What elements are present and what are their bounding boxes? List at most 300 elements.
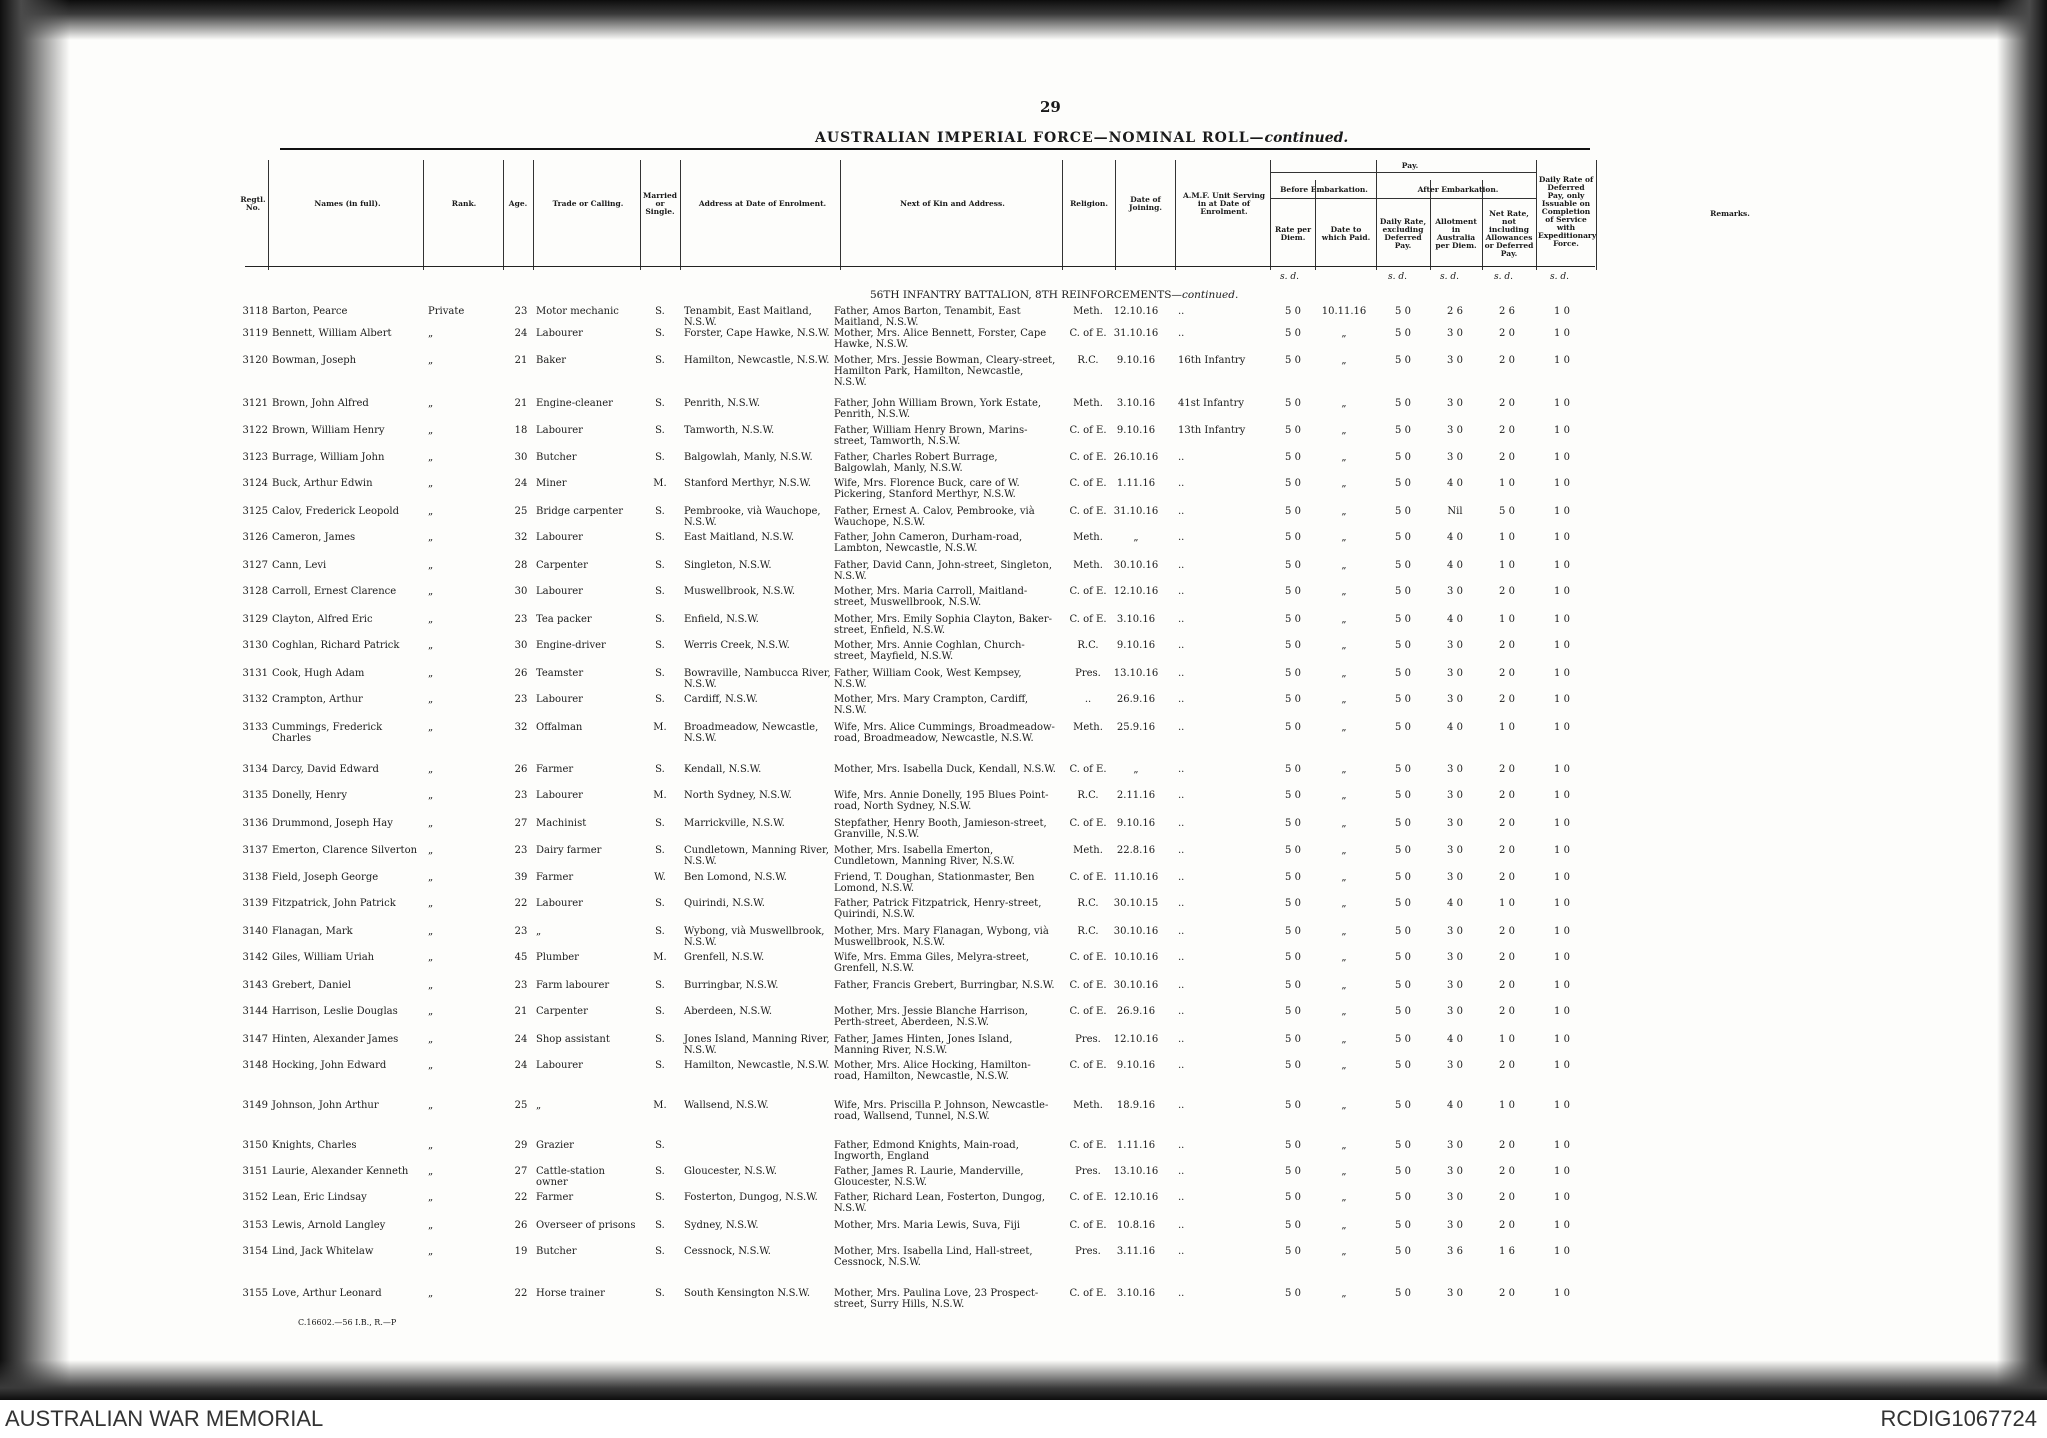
daily-rate: 5 0: [1395, 640, 1411, 651]
column-divider: [1062, 160, 1063, 270]
marital-status: S.: [655, 306, 665, 317]
marital-status: M.: [653, 722, 667, 733]
rank: „: [428, 506, 434, 517]
header-next-of-kin: Next of Kin and Address.: [900, 199, 1005, 208]
trade: Labourer: [536, 790, 583, 801]
next-of-kin: Wife, Mrs. Annie Donelly, 195 Blues Point-road, North Sydney, N.S.W.: [834, 790, 1049, 812]
next-of-kin: Father, John Cameron, Durham-road, Lambton, Newcastle, N.S.W.: [834, 532, 1023, 554]
trade: Farmer: [536, 872, 574, 883]
enrolment-address: Grenfell, N.S.W.: [684, 952, 765, 963]
rank: „: [428, 818, 434, 829]
allotment: 3 0: [1447, 1006, 1463, 1017]
trade: Dairy farmer: [536, 845, 602, 856]
trade: Cattle-station owner: [536, 1166, 605, 1188]
allotment: 4 0: [1447, 560, 1463, 571]
amf-unit: ..: [1178, 1246, 1185, 1257]
deferred-pay: 1 0: [1554, 532, 1570, 543]
rank: „: [428, 926, 434, 937]
daily-rate: 5 0: [1395, 355, 1411, 366]
age: 24: [514, 1034, 528, 1045]
trade: Labourer: [536, 425, 583, 436]
marital-status: S.: [655, 818, 665, 829]
rank: „: [428, 1220, 434, 1231]
deferred-pay: 1 0: [1554, 614, 1570, 625]
page-title: [815, 130, 1348, 146]
soldier-name: Flanagan, Mark: [272, 926, 353, 937]
regtl-no: 3120: [242, 355, 268, 366]
soldier-name: Hocking, John Edward: [272, 1060, 387, 1071]
religion: C. of E.: [1069, 1288, 1107, 1299]
net-rate: 2 0: [1499, 764, 1515, 775]
trade: Carpenter: [536, 560, 588, 571]
rank: „: [428, 980, 434, 991]
next-of-kin: Father, Richard Lean, Fosterton, Dungog, N.S.W.: [834, 1192, 1046, 1214]
regtl-no: 3142: [242, 952, 268, 963]
rank: „: [428, 1140, 434, 1151]
soldier-name: Donelly, Henry: [272, 790, 347, 801]
net-rate: 2 0: [1499, 1192, 1515, 1203]
deferred-pay: 1 0: [1554, 478, 1570, 489]
date-of-joining: 30.10.16: [1113, 926, 1159, 937]
net-rate: 2 0: [1499, 425, 1515, 436]
enrolment-address: Werris Creek, N.S.W.: [684, 640, 790, 651]
religion: C. of E.: [1069, 328, 1107, 339]
allotment: 3 0: [1447, 586, 1463, 597]
date-paid: „: [1341, 640, 1347, 651]
age: 30: [514, 452, 528, 463]
section-heading: [870, 289, 1238, 301]
allotment: 4 0: [1447, 722, 1463, 733]
column-divider: [1115, 160, 1116, 270]
regtl-no: 3151: [242, 1166, 268, 1177]
next-of-kin: Mother, Mrs. Paulina Love, 23 Prospect-street, Surry Hills, N.S.W.: [834, 1288, 1039, 1310]
date-paid: „: [1341, 1034, 1347, 1045]
rate-per-diem: 5 0: [1285, 425, 1301, 436]
date-paid: „: [1341, 328, 1347, 339]
enrolment-address: Stanford Merthyr, N.S.W.: [684, 478, 812, 489]
date-paid: „: [1341, 1140, 1347, 1151]
divider: [245, 266, 1595, 267]
marital-status: S.: [655, 1288, 665, 1299]
regtl-no: 3124: [242, 478, 268, 489]
soldier-name: Hinten, Alexander James: [272, 1034, 399, 1045]
rank: „: [428, 328, 434, 339]
daily-rate: 5 0: [1395, 1246, 1411, 1257]
regtl-no: 3148: [242, 1060, 268, 1071]
net-rate: 1 0: [1499, 1034, 1515, 1045]
date-of-joining: 1.11.16: [1116, 1140, 1156, 1151]
amf-unit: ..: [1178, 952, 1185, 963]
allotment: 3 0: [1447, 1288, 1463, 1299]
amf-unit: ..: [1178, 1034, 1185, 1045]
rate-per-diem: 5 0: [1285, 452, 1301, 463]
marital-status: S.: [655, 1006, 665, 1017]
soldier-name: Cook, Hugh Adam: [272, 668, 365, 679]
allotment: Nil: [1447, 506, 1463, 517]
religion: Meth.: [1073, 398, 1103, 409]
rank: „: [428, 790, 434, 801]
deferred-pay: 1 0: [1554, 355, 1570, 366]
net-rate: 1 0: [1499, 532, 1515, 543]
enrolment-address: Kendall, N.S.W.: [684, 764, 762, 775]
net-rate: 2 0: [1499, 355, 1515, 366]
allotment: 3 0: [1447, 790, 1463, 801]
allotment: 3 0: [1447, 952, 1463, 963]
age: 24: [514, 478, 528, 489]
net-rate: 1 0: [1499, 614, 1515, 625]
religion: C. of E.: [1069, 614, 1107, 625]
religion: C. of E.: [1069, 980, 1107, 991]
date-of-joining: 30.10.15: [1113, 898, 1159, 909]
enrolment-address: Burringbar, N.S.W.: [684, 980, 779, 991]
next-of-kin: Wife, Mrs. Emma Giles, Melyra-street, Grenfell, N.S.W.: [834, 952, 1030, 974]
unit-label: s. d.: [1550, 272, 1569, 282]
age: 26: [514, 1220, 528, 1231]
allotment: 3 0: [1447, 1166, 1463, 1177]
rate-per-diem: 5 0: [1285, 1288, 1301, 1299]
date-of-joining: 22.8.16: [1116, 845, 1156, 856]
deferred-pay: 1 0: [1554, 764, 1570, 775]
rank: „: [428, 452, 434, 463]
age: 21: [514, 355, 528, 366]
amf-unit: ..: [1178, 980, 1185, 991]
daily-rate: 5 0: [1395, 560, 1411, 571]
regtl-no: 3119: [242, 328, 268, 339]
marital-status: M.: [653, 478, 667, 489]
trade: Farmer: [536, 764, 574, 775]
enrolment-address: North Sydney, N.S.W.: [684, 790, 792, 801]
date-of-joining: 9.10.16: [1116, 640, 1156, 651]
religion: R.C.: [1077, 926, 1099, 937]
amf-unit: ..: [1178, 478, 1185, 489]
title-suffix: continued.: [1264, 130, 1349, 146]
enrolment-address: Ben Lomond, N.S.W.: [684, 872, 787, 883]
next-of-kin: Mother, Mrs. Mary Flanagan, Wybong, vià Muswellbrook, N.S.W.: [834, 926, 1049, 948]
trade: Labourer: [536, 1060, 583, 1071]
regtl-no: 3155: [242, 1288, 268, 1299]
next-of-kin: Father, James R. Laurie, Manderville, Gloucester, N.S.W.: [834, 1166, 1024, 1188]
regtl-no: 3143: [242, 980, 268, 991]
header-name: Names (in full).: [314, 199, 381, 208]
regtl-no: 3152: [242, 1192, 268, 1203]
marital-status: S.: [655, 355, 665, 366]
net-rate: 2 0: [1499, 926, 1515, 937]
trade: Tea packer: [536, 614, 592, 625]
amf-unit: ..: [1178, 1060, 1185, 1071]
marital-status: S.: [655, 1220, 665, 1231]
header-rank: Rank.: [451, 199, 477, 208]
net-rate: 2 0: [1499, 790, 1515, 801]
age: 23: [514, 845, 528, 856]
daily-rate: 5 0: [1395, 398, 1411, 409]
date-of-joining: 3.10.16: [1116, 398, 1156, 409]
date-paid: „: [1341, 694, 1347, 705]
date-paid: „: [1341, 586, 1347, 597]
soldier-name: Drummond, Joseph Hay: [272, 818, 393, 829]
enrolment-address: Aberdeen, N.S.W.: [684, 1006, 773, 1017]
regtl-no: 3132: [242, 694, 268, 705]
enrolment-address: Wybong, vià Muswellbrook, N.S.W.: [684, 926, 825, 948]
daily-rate: 5 0: [1395, 722, 1411, 733]
allotment: 3 0: [1447, 872, 1463, 883]
rank: „: [428, 560, 434, 571]
rank: „: [428, 398, 434, 409]
header-married: Married or Single.: [643, 191, 677, 216]
regtl-no: 3127: [242, 560, 268, 571]
enrolment-address: Bowraville, Nambucca River, N.S.W.: [684, 668, 831, 690]
net-rate: 2 0: [1499, 398, 1515, 409]
next-of-kin: Wife, Mrs. Florence Buck, care of W. Pickering, Stanford Merthyr, N.S.W.: [834, 478, 1020, 500]
net-rate: 2 0: [1499, 694, 1515, 705]
rate-per-diem: 5 0: [1285, 980, 1301, 991]
rate-per-diem: 5 0: [1285, 872, 1301, 883]
religion: C. of E.: [1069, 1220, 1107, 1231]
rate-per-diem: 5 0: [1285, 614, 1301, 625]
allotment: 4 0: [1447, 1100, 1463, 1111]
marital-status: S.: [655, 1060, 665, 1071]
next-of-kin: Wife, Mrs. Alice Cummings, Broadmeadow-road, Broadmeadow, Newcastle, N.S.W.: [834, 722, 1055, 744]
amf-unit: ..: [1178, 722, 1185, 733]
net-rate: 1 0: [1499, 560, 1515, 571]
rate-per-diem: 5 0: [1285, 355, 1301, 366]
deferred-pay: 1 0: [1554, 722, 1570, 733]
rank: „: [428, 532, 434, 543]
trade: Bridge carpenter: [536, 506, 624, 517]
regtl-no: 3125: [242, 506, 268, 517]
allotment: 2 6: [1447, 306, 1463, 317]
daily-rate: 5 0: [1395, 980, 1411, 991]
header-daily-rate: Daily Rate, excluding Deferred Pay.: [1379, 217, 1427, 250]
marital-status: M.: [653, 1100, 667, 1111]
enrolment-address: Quirindi, N.S.W.: [684, 898, 765, 909]
deferred-pay: 1 0: [1554, 398, 1570, 409]
date-paid: „: [1341, 764, 1347, 775]
date-paid: „: [1341, 1060, 1347, 1071]
religion: Meth.: [1073, 1100, 1103, 1111]
marital-status: M.: [653, 952, 667, 963]
deferred-pay: 1 0: [1554, 872, 1570, 883]
amf-unit: ..: [1178, 586, 1185, 597]
trade: Carpenter: [536, 1006, 588, 1017]
marital-status: S.: [655, 398, 665, 409]
print-code: C.16602.—56 I.B., R.—P: [298, 1318, 397, 1327]
date-paid: „: [1341, 1100, 1347, 1111]
date-of-joining: 26.9.16: [1116, 694, 1156, 705]
enrolment-address: Tamworth, N.S.W.: [684, 425, 775, 436]
deferred-pay: 1 0: [1554, 1034, 1570, 1045]
date-of-joining: 9.10.16: [1116, 425, 1156, 436]
header-religion: Religion.: [1070, 199, 1108, 208]
deferred-pay: 1 0: [1554, 1060, 1570, 1071]
trade: Shop assistant: [536, 1034, 610, 1045]
section-heading-text: 56TH INFANTRY BATTALION, 8TH REINFORCEMENTS—: [870, 289, 1182, 301]
net-rate: 1 0: [1499, 898, 1515, 909]
rate-per-diem: 5 0: [1285, 1166, 1301, 1177]
deferred-pay: 1 0: [1554, 640, 1570, 651]
allotment: 3 0: [1447, 926, 1463, 937]
next-of-kin: Mother, Mrs. Jessie Blanche Harrison, Perth-street, Aberdeen, N.S.W.: [834, 1006, 1028, 1028]
regtl-no: 3147: [242, 1034, 268, 1045]
rate-per-diem: 5 0: [1285, 845, 1301, 856]
deferred-pay: 1 0: [1554, 452, 1570, 463]
enrolment-address: Cessnock, N.S.W.: [684, 1246, 771, 1257]
allotment: 3 0: [1447, 452, 1463, 463]
religion: C. of E.: [1069, 818, 1107, 829]
marital-status: S.: [655, 694, 665, 705]
next-of-kin: Mother, Mrs. Jessie Bowman, Cleary-street, Hamilton Park, Hamilton, Newcastle, N.S.W.: [834, 355, 1056, 388]
archive-id: RCDIG1067724: [1880, 1406, 2037, 1431]
date-paid: „: [1341, 425, 1347, 436]
deferred-pay: 1 0: [1554, 898, 1570, 909]
daily-rate: 5 0: [1395, 790, 1411, 801]
date-of-joining: 12.10.16: [1113, 1034, 1159, 1045]
allotment: 3 0: [1447, 668, 1463, 679]
age: 24: [514, 1060, 528, 1071]
date-paid: „: [1341, 1288, 1347, 1299]
religion: R.C.: [1077, 640, 1099, 651]
scan-edge: [0, 0, 70, 1400]
deferred-pay: 1 0: [1554, 1100, 1570, 1111]
regtl-no: 3134: [242, 764, 268, 775]
allotment: 4 0: [1447, 898, 1463, 909]
scan-edge: [1997, 0, 2047, 1400]
section-heading-suffix: continued.: [1181, 289, 1239, 301]
date-paid: „: [1341, 790, 1347, 801]
enrolment-address: Marrickville, N.S.W.: [684, 818, 785, 829]
date-paid: „: [1341, 1192, 1347, 1203]
next-of-kin: Mother, Mrs. Maria Carroll, Maitland-street, Muswellbrook, N.S.W.: [834, 586, 1028, 608]
regtl-no: 3138: [242, 872, 268, 883]
rank: „: [428, 898, 434, 909]
enrolment-address: Cundletown, Manning River, N.S.W.: [684, 845, 829, 867]
date-of-joining: 30.10.16: [1113, 980, 1159, 991]
religion: Pres.: [1075, 1034, 1101, 1045]
enrolment-address: Sydney, N.S.W.: [684, 1220, 759, 1231]
allotment: 4 0: [1447, 1034, 1463, 1045]
date-paid: 10.11.16: [1321, 306, 1367, 317]
column-divider: [1270, 160, 1271, 270]
enrolment-address: East Maitland, N.S.W.: [684, 532, 795, 543]
age: 25: [514, 1100, 528, 1111]
age: 22: [514, 1192, 528, 1203]
age: 23: [514, 694, 528, 705]
header-age: Age.: [508, 199, 528, 208]
allotment: 3 0: [1447, 764, 1463, 775]
enrolment-address: Jones Island, Manning River, N.S.W.: [684, 1034, 830, 1056]
net-rate: 5 0: [1499, 506, 1515, 517]
amf-unit: ..: [1178, 640, 1185, 651]
header-allotment: Allotment in Australia per Diem.: [1435, 217, 1477, 250]
amf-unit: ..: [1178, 668, 1185, 679]
regtl-no: 3135: [242, 790, 268, 801]
net-rate: 1 6: [1499, 1246, 1515, 1257]
unit-label: s. d.: [1494, 272, 1513, 282]
date-paid: „: [1341, 614, 1347, 625]
religion: Meth.: [1073, 532, 1103, 543]
archive-footer: [0, 1400, 2047, 1438]
rank: „: [428, 722, 434, 733]
trade: Labourer: [536, 532, 583, 543]
rank: „: [428, 694, 434, 705]
rank: „: [428, 1166, 434, 1177]
daily-rate: 5 0: [1395, 1166, 1411, 1177]
date-of-joining: 12.10.16: [1113, 1192, 1159, 1203]
date-of-joining: 10.8.16: [1116, 1220, 1156, 1231]
rate-per-diem: 5 0: [1285, 1034, 1301, 1045]
soldier-name: Johnson, John Arthur: [272, 1100, 379, 1111]
regtl-no: 3154: [242, 1246, 268, 1257]
age: 26: [514, 764, 528, 775]
date-paid: „: [1341, 1246, 1347, 1257]
enrolment-address: Muswellbrook, N.S.W.: [684, 586, 795, 597]
deferred-pay: 1 0: [1554, 1220, 1570, 1231]
net-rate: 2 0: [1499, 845, 1515, 856]
daily-rate: 5 0: [1395, 1288, 1411, 1299]
trade: Plumber: [536, 952, 579, 963]
marital-status: S.: [655, 425, 665, 436]
column-divider: [533, 160, 534, 270]
rank: „: [428, 1192, 434, 1203]
age: 22: [514, 898, 528, 909]
age: 29: [514, 1140, 528, 1151]
regtl-no: 3122: [242, 425, 268, 436]
allotment: 3 0: [1447, 694, 1463, 705]
deferred-pay: 1 0: [1554, 425, 1570, 436]
deferred-pay: 1 0: [1554, 952, 1570, 963]
regtl-no: 3131: [242, 668, 268, 679]
date-paid: „: [1341, 845, 1347, 856]
allotment: 3 0: [1447, 1060, 1463, 1071]
regtl-no: 3149: [242, 1100, 268, 1111]
next-of-kin: Father, William Cook, West Kempsey, N.S.W.: [834, 668, 1022, 690]
age: 30: [514, 586, 528, 597]
age: 27: [514, 1166, 528, 1177]
rate-per-diem: 5 0: [1285, 478, 1301, 489]
religion: R.C.: [1077, 790, 1099, 801]
net-rate: 2 0: [1499, 952, 1515, 963]
allotment: 3 0: [1447, 818, 1463, 829]
soldier-name: Cummings, Frederick Charles: [272, 722, 383, 744]
trade: Labourer: [536, 694, 583, 705]
amf-unit: ..: [1178, 614, 1185, 625]
divider: [1270, 198, 1536, 199]
soldier-name: Barton, Pearce: [272, 306, 348, 317]
net-rate: 2 0: [1499, 1220, 1515, 1231]
header-net-rate: Net Rate, not including Allowances or Deferred Pay.: [1484, 209, 1534, 258]
net-rate: 2 0: [1499, 980, 1515, 991]
religion: Meth.: [1073, 560, 1103, 571]
trade: Overseer of prisons: [536, 1220, 636, 1231]
rank: „: [428, 614, 434, 625]
next-of-kin: Mother, Mrs. Isabella Lind, Hall-street, Cessnock, N.S.W.: [834, 1246, 1033, 1268]
religion: C. of E.: [1069, 452, 1107, 463]
column-divider: [1175, 160, 1176, 270]
age: 27: [514, 818, 528, 829]
daily-rate: 5 0: [1395, 668, 1411, 679]
rate-per-diem: 5 0: [1285, 560, 1301, 571]
daily-rate: 5 0: [1395, 614, 1411, 625]
next-of-kin: Mother, Mrs. Isabella Emerton, Cundletown, Manning River, N.S.W.: [834, 845, 1015, 867]
rank: „: [428, 425, 434, 436]
rank: „: [428, 355, 434, 366]
rate-per-diem: 5 0: [1285, 898, 1301, 909]
marital-status: S.: [655, 506, 665, 517]
date-of-joining: 3.10.16: [1116, 614, 1156, 625]
date-of-joining: 9.10.16: [1116, 1060, 1156, 1071]
soldier-name: Brown, John Alfred: [272, 398, 369, 409]
marital-status: W.: [654, 872, 666, 883]
date-of-joining: 13.10.16: [1113, 1166, 1159, 1177]
